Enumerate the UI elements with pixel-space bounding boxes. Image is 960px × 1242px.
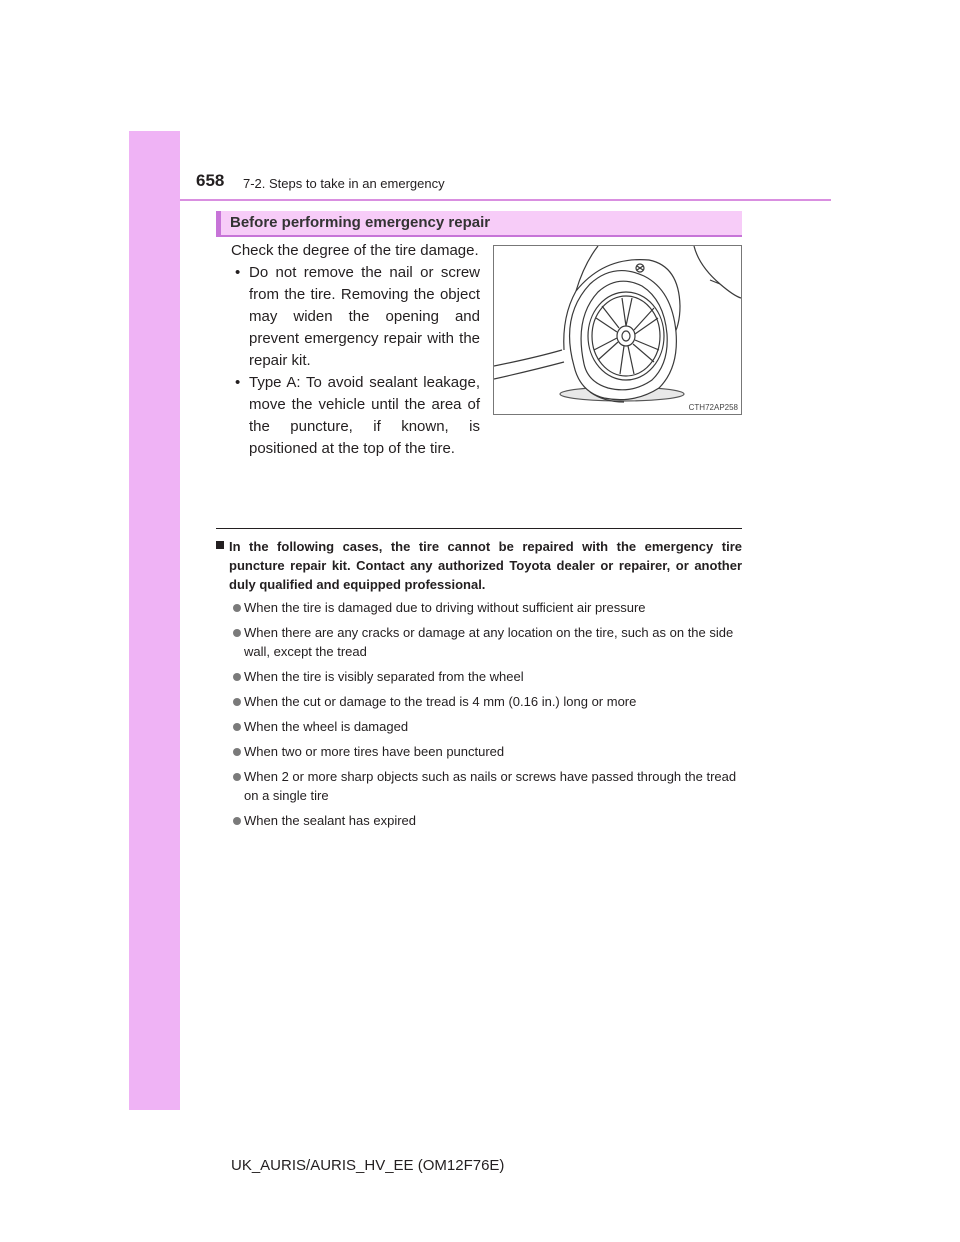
page-number: 658 bbox=[196, 171, 225, 190]
flat-tire-figure bbox=[493, 245, 742, 415]
list-item: When the wheel is damaged bbox=[216, 717, 742, 736]
intro-bullet: • Type A: To avoid sealant leakage, move the vehicle until the area of the puncture, if known, is positioned at the top of the tire. bbox=[231, 372, 480, 460]
note-heading: In the following cases, the tire cannot be repaired with the emergency tire puncture repair kit. Contact any authorized Toyota dealer or repairer, or another duly qualified and equipped professional. bbox=[216, 537, 742, 594]
side-tab bbox=[129, 131, 180, 1110]
section-title: 7-2. Steps to take in an emergency bbox=[243, 176, 445, 191]
list-item: When there are any cracks or damage at any location on the tire, such as on the side wall, except the tread bbox=[216, 623, 742, 661]
list-item: When the sealant has expired bbox=[216, 811, 742, 830]
intro-text: Check the degree of the tire damage. bbox=[231, 242, 479, 259]
divider bbox=[216, 528, 742, 529]
list-item: When 2 or more sharp objects such as nails or screws have passed through the tread on a single tire bbox=[216, 767, 742, 805]
section-bar-title: Before performing emergency repair bbox=[230, 214, 491, 231]
header-rule bbox=[180, 199, 831, 201]
figure-code: CTH72AP258 bbox=[688, 403, 738, 412]
list-item: When the tire is damaged due to driving without sufficient air pressure bbox=[216, 598, 742, 617]
list-item: When the tire is visibly separated from the wheel bbox=[216, 667, 742, 686]
flat-tire-illustration-icon bbox=[494, 246, 741, 414]
list-item: When the cut or damage to the tread is 4 mm (0.16 in.) long or more bbox=[216, 692, 742, 711]
intro-bullet: • Do not remove the nail or screw from the tire. Removing the object may widen the opening and prevent emergency repair with the repair kit. bbox=[231, 262, 480, 372]
intro-block bbox=[231, 240, 480, 460]
note-block bbox=[216, 537, 742, 836]
note-list bbox=[216, 598, 742, 830]
section-bar-rule bbox=[216, 235, 742, 237]
list-item: When two or more tires have been punctured bbox=[216, 742, 742, 761]
section-bar bbox=[216, 211, 742, 235]
footer-text: UK_AURIS/AURIS_HV_EE (OM12F76E) bbox=[231, 1157, 505, 1174]
intro-bullets bbox=[231, 262, 480, 460]
